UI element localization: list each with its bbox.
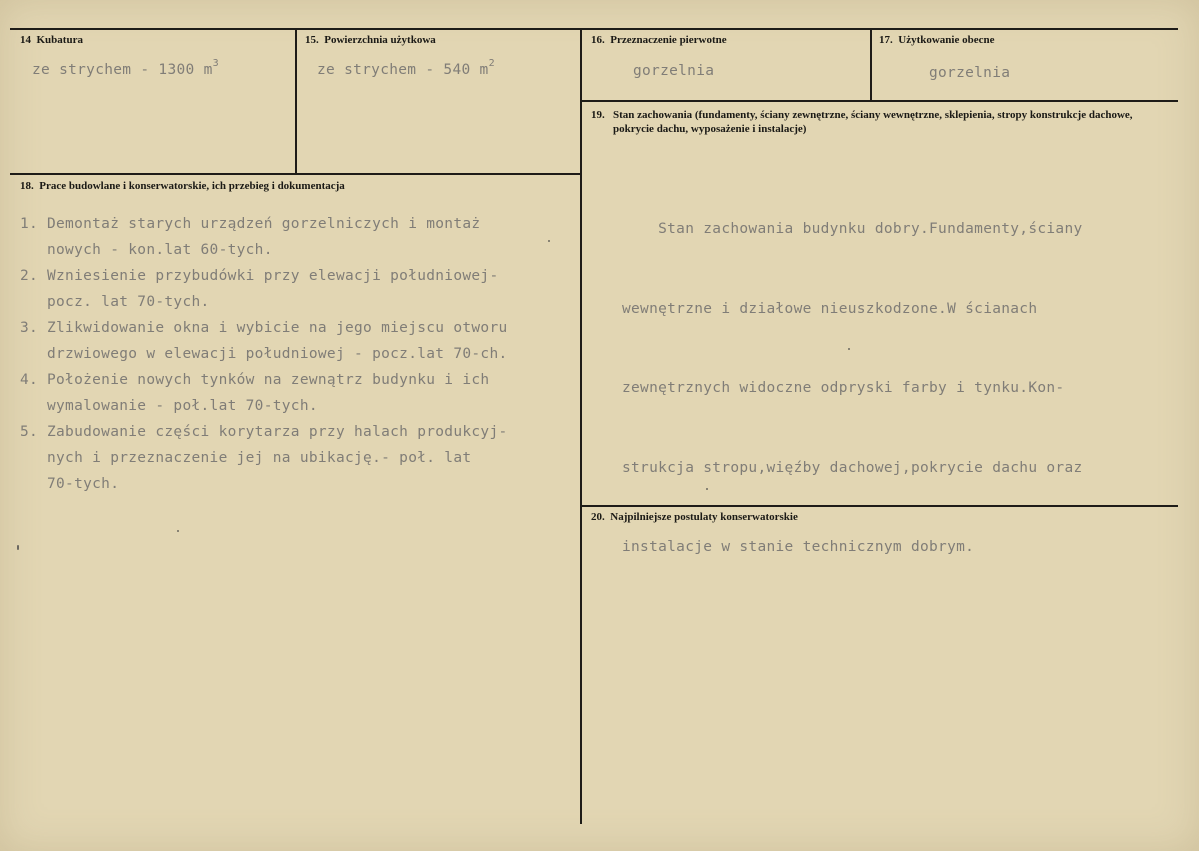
paper-speck: [848, 348, 850, 350]
field-19-line: instalacje w stanie technicznym dobrym.: [622, 539, 975, 555]
divider-16-17: [870, 29, 872, 101]
field-14-label: Kubatura: [36, 34, 83, 46]
field-19-number: 19.: [591, 109, 605, 121]
powierzchnia-unit-exponent: 2: [488, 58, 495, 69]
powierzchnia-value: ze strychem - 540 m: [317, 62, 489, 78]
center-divider: [580, 29, 582, 824]
field-19-line: Stan zachowania budynku dobry.Fundamenty,ściany: [622, 221, 1083, 237]
field-17-number: 17.: [879, 34, 893, 46]
list-item-text: Położenie nowych tynków na zewnątrz budynku i ich wymalowanie - poł.lat 70-tych.: [47, 372, 490, 414]
field-17-value: gorzelnia: [929, 65, 1011, 81]
field-18-list: [20, 211, 576, 497]
list-item: [20, 211, 576, 263]
list-item-number: 1.: [20, 216, 39, 232]
field-18-header: [20, 179, 345, 193]
list-item: [20, 263, 576, 315]
list-item-text: Wzniesienie przybudówki przy elewacji południowej- pocz. lat 70-tych.: [47, 268, 499, 310]
paper-speck: [17, 545, 19, 550]
field-19-text: [622, 163, 1083, 614]
rule-under-16-17: [582, 100, 1178, 102]
kubatura-value: ze strychem - 1300 m: [32, 62, 213, 78]
field-16-header: [591, 33, 727, 47]
field-15-value: [317, 58, 495, 78]
field-20-label: Najpilniejsze postulaty konserwatorskie: [610, 511, 798, 523]
paper-speck: [177, 530, 179, 532]
field-19-line: strukcja stropu,więźby dachowej,pokrycie dachu oraz: [622, 459, 1083, 476]
list-item-text: Zlikwidowanie okna i wybicie na jego miejscu otworu drzwiowego w elewacji południowej - pocz.lat 70-ch.: [47, 320, 508, 362]
field-14-value: [32, 58, 219, 78]
field-14-number: 14: [20, 34, 31, 46]
field-16-value: gorzelnia: [633, 63, 715, 79]
field-16-label: Przeznaczenie pierwotne: [610, 34, 727, 46]
field-16-number: 16.: [591, 34, 605, 46]
list-item: [20, 315, 576, 367]
field-20-number: 20.: [591, 511, 605, 523]
field-20-header: [591, 510, 798, 524]
field-18-label: Prace budowlane i konserwatorskie, ich przebieg i dokumentacja: [39, 180, 345, 192]
list-item: [20, 419, 576, 497]
field-15-number: 15.: [305, 34, 319, 46]
field-18-number: 18.: [20, 180, 34, 192]
list-item-number: 5.: [20, 424, 39, 440]
field-19-header: [591, 108, 1166, 136]
kubatura-unit-exponent: 3: [212, 58, 219, 69]
list-item: [20, 367, 576, 419]
list-item-number: 4.: [20, 372, 39, 388]
list-item-text: Zabudowanie części korytarza przy halach produkcyj- nych i przeznaczenie jej na ubikację.- poł. lat 70-tych.: [47, 424, 508, 492]
field-19-label: Stan zachowania (fundamenty, ściany zewnętrzne, ściany wewnętrzne, sklepienia, stropy konstrukcje dachowe, pokrycie dachu, wyposażenie i instalacje): [613, 109, 1133, 135]
field-15-header: [305, 33, 436, 47]
list-item-number: 3.: [20, 320, 39, 336]
list-item-text: Demontaż starych urządzeń gorzelniczych i montaż nowych - kon.lat 60-tych.: [47, 216, 481, 258]
divider-14-15: [295, 29, 297, 174]
paper-speck: [548, 240, 550, 242]
field-19-line: zewnętrznych widoczne odpryski farby i tynku.Kon-: [622, 380, 1065, 396]
paper-speck: [706, 488, 708, 490]
list-item-number: 2.: [20, 268, 39, 284]
top-rule: [10, 28, 1178, 30]
rule-above-18: [10, 173, 581, 175]
field-17-label: Użytkowanie obecne: [898, 34, 995, 46]
field-17-header: [879, 33, 995, 47]
field-15-label: Powierzchnia użytkowa: [324, 34, 436, 46]
field-19-line: wewnętrzne i działowe nieuszkodzone.W ścianach: [622, 300, 1038, 317]
field-14-header: [20, 33, 83, 47]
